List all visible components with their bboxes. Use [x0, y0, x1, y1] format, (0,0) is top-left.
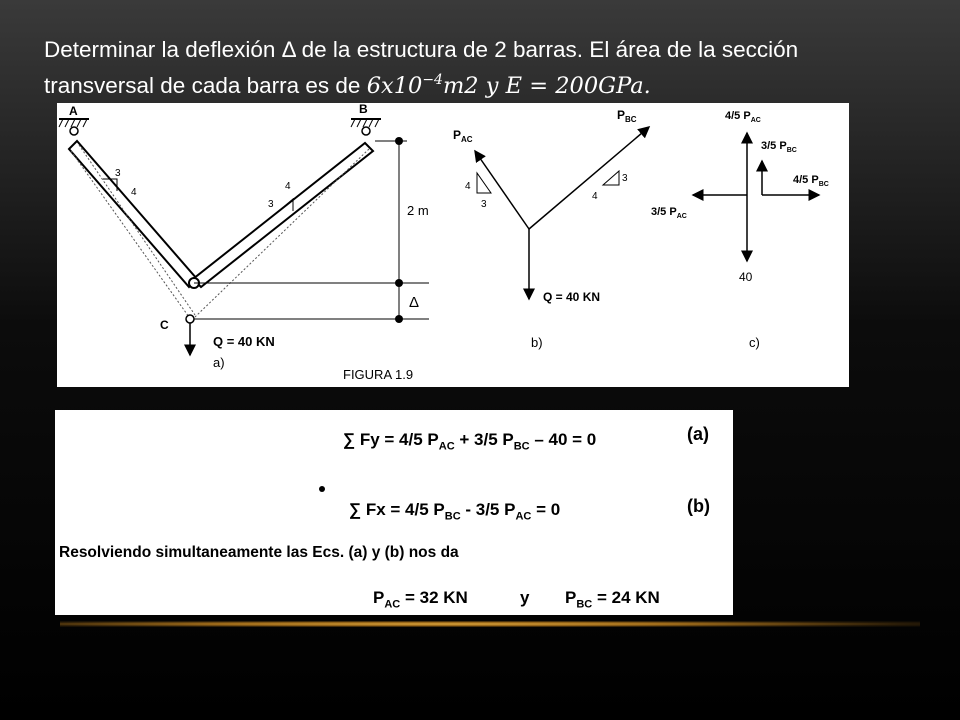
joint-c-deflected [186, 315, 194, 323]
equation-fy: ∑ Fy = 4/5 $P_{AC} + 3/5$ $P_{BC} - 40 = 0$ [343, 430, 597, 453]
figure-panel [57, 103, 849, 387]
slope-4-b: 4 [285, 181, 291, 192]
figure-caption: FIGURA 1.9 [343, 367, 414, 382]
equation-fx: ∑ Fx = 4/5 $P_{BC} - 3/5$ $P_{AC} = 0$ [349, 500, 561, 523]
math-exponent: −4 [422, 72, 443, 88]
arrow-pac-b [475, 151, 529, 229]
support-a-icon [59, 119, 89, 135]
gold-divider [60, 621, 920, 627]
title-line-1: Determinar la deflexión Δ de la estructura de 2 barras. El área de la sección [44, 37, 799, 62]
label-a: A [69, 104, 78, 118]
label-c-left: 3/5 $P_{AC}$ [651, 206, 687, 220]
arrow-pbc-b [529, 127, 649, 229]
slope-4-fbd: 4 [465, 181, 471, 192]
load-label-a: Q = 40 KN [213, 334, 275, 349]
slope-4-a: 4 [131, 187, 137, 198]
result-pac: $P_{AC} = 32$ KN [373, 588, 468, 611]
equation-tag-a: (a) [687, 424, 709, 444]
part-a-structure [59, 103, 429, 382]
slope-3-b: 3 [268, 199, 274, 210]
label-pac-b: $P_{AC}$ [453, 128, 473, 144]
label-b: B [359, 103, 368, 116]
sub-label-a: a) [213, 355, 225, 370]
part-b-fbd [453, 108, 649, 350]
result-y: y [520, 588, 530, 607]
support-b-icon [351, 119, 381, 135]
label-c-upper: 3/5 $P_{BC}$ [761, 140, 797, 154]
deflected-ac [71, 151, 189, 317]
equation-tag-b: (b) [687, 496, 710, 516]
slope-4r-fbd: 4 [592, 191, 598, 202]
label-c-top: 4/5 $P_{AC}$ [725, 110, 761, 124]
label-c-right: 4/5 $P_{BC}$ [793, 174, 829, 188]
bar-bc [193, 143, 373, 287]
slope-3-fbd: 3 [481, 199, 487, 210]
math-rest: m2 y E = 200GPa. [442, 73, 651, 99]
slide-title [44, 34, 944, 102]
load-label-b: Q = 40 KN [543, 290, 601, 304]
sub-label-b: b) [531, 335, 543, 350]
title-line-2-text: transversal de cada barra es de [44, 73, 367, 98]
label-pbc-b: $P_{BC}$ [617, 108, 637, 124]
part-c-components [651, 110, 829, 350]
sub-label-c: c) [749, 335, 760, 350]
math-area: 6x10 [366, 73, 423, 99]
title-line-2 [44, 65, 944, 102]
title-math [367, 73, 651, 99]
label-c-bottom: 40 [739, 270, 753, 284]
dimension-2m: 2 m [407, 203, 429, 218]
bar-ac [69, 141, 197, 287]
speck-dot [319, 486, 325, 492]
label-c: C [160, 318, 169, 332]
delta-symbol: Δ [409, 294, 420, 311]
result-pbc: $P_{BC} = 24$ KN [565, 588, 660, 611]
figure-svg [57, 103, 849, 387]
equations-panel [55, 410, 733, 615]
resolve-text: Resolviendo simultaneamente las Ecs. (a) y (b) nos da [59, 544, 459, 561]
slope-3r-fbd: 3 [622, 173, 628, 184]
slope-3-a: 3 [115, 168, 121, 179]
deflected-bc [195, 149, 369, 317]
